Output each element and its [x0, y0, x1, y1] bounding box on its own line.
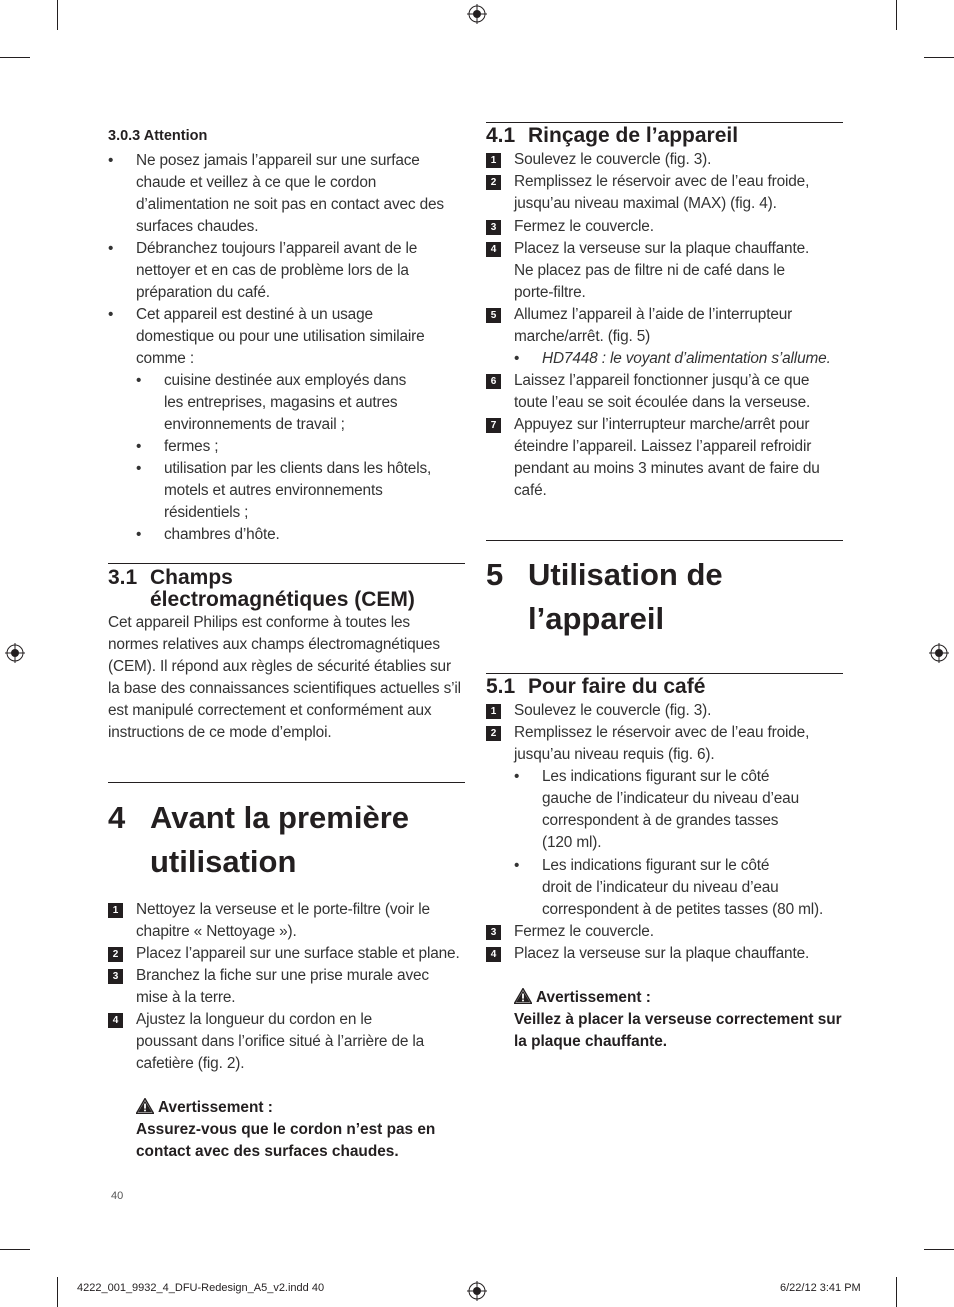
step-number-badge: 3	[108, 969, 123, 984]
crop-mark	[0, 1249, 30, 1250]
step-number-badge: 4	[486, 947, 501, 962]
step-number-badge: 5	[486, 308, 501, 323]
warning-block: Avertissement : Veillez à placer la verseuse correctement sur la plaque chauffante.	[514, 989, 842, 1050]
section-rule	[486, 673, 843, 674]
crop-mark	[896, 1277, 897, 1307]
registration-mark-icon	[929, 643, 949, 663]
crop-mark	[57, 1277, 58, 1307]
step-number-badge: 2	[108, 947, 123, 962]
chapter-heading-5: 5 Utilisation de l’appareil	[486, 557, 723, 636]
warning-icon	[514, 988, 532, 1004]
warning-icon	[136, 1098, 154, 1114]
step-number-badge: 1	[486, 153, 501, 168]
chapter-rule	[486, 540, 843, 541]
section-heading-coffee: 5.1 Pour faire du café	[486, 675, 706, 698]
page-number: 40	[111, 1190, 124, 1202]
step-number-badge: 7	[486, 418, 501, 433]
footer-date: 6/22/12 3:41 PM	[780, 1282, 861, 1294]
registration-mark-icon	[467, 4, 487, 24]
crop-mark	[0, 57, 30, 58]
section-heading-rinse: 4.1 Rinçage de l’appareil	[486, 124, 739, 147]
registration-mark-icon	[5, 643, 25, 663]
step-number-badge: 2	[486, 726, 501, 741]
registration-mark-icon	[467, 1281, 487, 1301]
section-heading-cem: 3.1 Champs électromagnétiques (CEM)	[108, 566, 415, 611]
footer-filename: 4222_001_9932_4_DFU-Redesign_A5_v2.indd 40	[77, 1282, 325, 1294]
cem-paragraph: Cet appareil Philips est conforme à toutes les normes relatives aux champs électromagnétiques (CEM). Il répond aux règles de sécurité établies sur la base des connaissances scientifiques actuelles s’il est manipulé correctement et conformément aux instructions de ce mode d’emploi.	[108, 614, 461, 741]
crop-mark	[924, 57, 954, 58]
step-number-badge: 1	[486, 704, 501, 719]
step-number-badge: 4	[486, 242, 501, 257]
step-number-badge: 2	[486, 175, 501, 190]
crop-mark	[924, 1249, 954, 1250]
warning-block: Avertissement : Assurez-vous que le cordon n’est pas en contact avec des surfaces chaudes.	[136, 1099, 436, 1160]
step-number-badge: 6	[486, 374, 501, 389]
section-rule	[108, 563, 465, 564]
attention-heading: 3.0.3 Attention	[108, 128, 208, 144]
chapter-heading-4: 4 Avant la première utilisation	[108, 800, 410, 879]
step-number-badge: 3	[486, 925, 501, 940]
step-number-badge: 3	[486, 220, 501, 235]
section-rule	[486, 122, 843, 123]
chapter-rule	[108, 782, 465, 783]
crop-mark	[57, 0, 58, 30]
step-number-badge: 1	[108, 903, 123, 918]
crop-mark	[896, 0, 897, 30]
step-number-badge: 4	[108, 1013, 123, 1028]
